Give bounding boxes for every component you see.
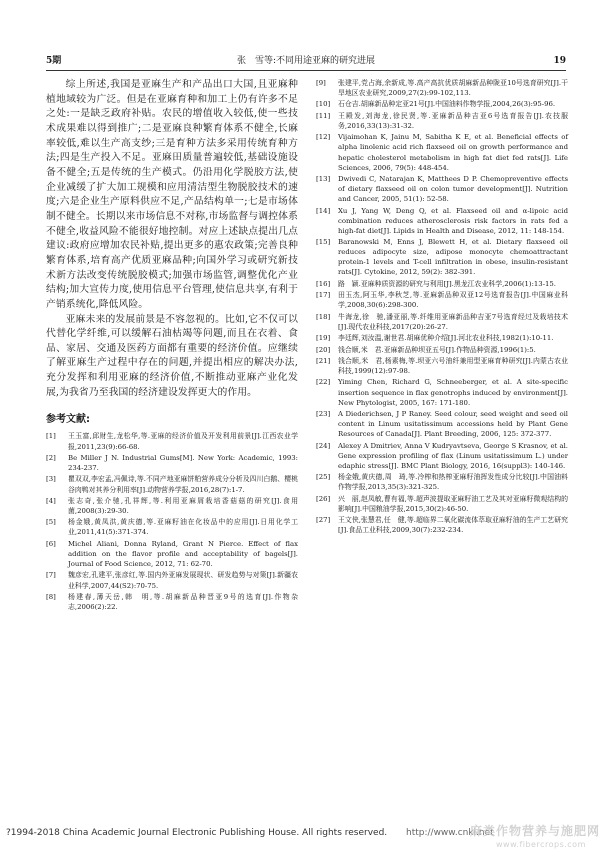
reference-item	[316, 441, 568, 471]
reference-text: Baranowski M, Enns J, Blewett H, et al. Dietary flaxseed oil reduces adipocyte size, adipose monocyte chemoattractant protein-1 levels and T-cell infiltration in obese, insulin-resistant rats[J]. Cytokine, 2012, 59(2): 382-391.	[338, 238, 568, 277]
reference-text: 杨金娥,黄凤洪,黄庆德,等.亚麻籽油在化妆品中的应用[J].日用化学工业,2011,41(5):371-374.	[68, 518, 298, 537]
left-column	[46, 78, 298, 613]
reference-text: Xu J, Yang W, Deng Q, et al. Flaxseed oil and α-lipoic acid combination reduces atherosclerosis risk factors in rats fed a high-fat diet[J]. Lipids in Health and Disease, 2012, 11: 148-154.	[338, 206, 568, 235]
reference-item	[316, 111, 568, 131]
reference-number: [18]	[316, 312, 331, 321]
running-header	[46, 54, 566, 68]
reference-item	[316, 132, 568, 172]
reference-text: Be Miller J N. Industrial Gums[M]. New York: Academic, 1993: 234-237.	[68, 453, 298, 473]
reference-item	[316, 494, 568, 514]
reference-number: [13]	[316, 175, 331, 184]
reference-text: 兴 丽,赵凤敏,曹有福,等.超声波提取亚麻籽油工艺及其对亚麻籽微观结构的影响[J].中国粮油学报,2015,30(2):46-50.	[338, 494, 568, 513]
reference-text: Alexey A Dmitriev, Anna V Kudryavtseva, George S Krasnov, et al. Gene expression profiling of flax (Linum usitatissimum L.) under edaphic stress[J]. BMC Plant Biology, 2016, 16(suppl3): 140-146.	[338, 441, 568, 470]
reference-item	[316, 333, 568, 343]
footer-url: http://www.cnki.net	[406, 828, 494, 838]
reference-number: [14]	[316, 206, 331, 215]
reference-text: A Diederichsen, J P Raney. Seed colour, seed weight and seed oil content in Linum usitatissimum accessions held by Plant Gene Resources of Canada[J]. Plant Breeding, 2006, 125: 372-377.	[338, 410, 568, 439]
running-title: 张 雪等:不同用途亚麻的研究进展	[236, 56, 376, 66]
reference-number: [10]	[316, 100, 331, 109]
watermark-title: 麻类作物营养与施肥网	[470, 824, 601, 838]
reference-item	[316, 356, 568, 376]
reference-text: 田玉杰,阿玉华,李秋芝,等.亚麻新品种双亚12号选育报告[J].中国麻业科学,2008,30(6):298-300.	[338, 291, 568, 310]
reference-number: [21]	[316, 357, 331, 365]
reference-number: [27]	[316, 516, 331, 525]
body-paragraph: 亚麻未来的发展前景是不容忽视的。比如,它不仅可以代替化学纤维,可以缓解石油枯竭等问题,而且在衣着、食品、家居、交通及医药方面都有重要的经济价值。应继续了解亚麻生产过程中存在的问题,并提出相应的解决办法,充分发挥和利用亚麻的经济价值,不断推动亚麻产业化发展,为我省乃至我国的经济建设发挥更大的作用。	[46, 313, 298, 398]
reference-text: 钱合顺,米 君.亚麻新品种坝亚五号[J].作物品种资源,1996(1):5.	[338, 345, 536, 354]
reference-item	[316, 312, 568, 332]
reference-item	[316, 237, 568, 277]
reference-item	[46, 570, 298, 590]
reference-number: [24]	[316, 441, 331, 450]
reference-number: [9]	[316, 79, 326, 87]
reference-number: [15]	[316, 238, 331, 247]
reference-item	[316, 78, 568, 98]
reference-text: 王玉富,邱财生,龙松华,等.亚麻的经济价值及开发利用前景[J].江西农业学报,2011,23(9):66-68.	[68, 432, 298, 451]
right-column	[316, 78, 568, 537]
reference-item	[316, 472, 568, 492]
reference-number: [23]	[316, 410, 331, 419]
reference-number: [20]	[316, 345, 331, 354]
reference-number: [17]	[316, 291, 331, 300]
reference-text: 魏彦宏,孔建平,张彦红,等.国内外亚麻发展现状、研发趋势与对策[J].新疆农业科学,2007,44(S2):70-75.	[68, 571, 298, 590]
reference-text: Vijaimohan K, Jainu M, Sabitha K E, et al. Beneficial effects of alpha linolenic acid rich flaxseed oil on growth performance and hepatic cholesterol metabolism in high fat diet fed rats[J]. Life Sciences, 2006, 79(5): 448-454.	[338, 133, 568, 172]
reference-text: 牛海龙,徐 驰,潘亚丽,等.纤维用亚麻新品种吉亚7号选育经过及栽培技术[J].现代农业科技,2017(20):26-27.	[338, 312, 568, 331]
reference-item	[316, 206, 568, 236]
reference-item	[46, 517, 298, 537]
reference-item	[316, 345, 568, 355]
reference-text: 路 颖.亚麻种质资源的研究与利用[J].黑龙江农业科学,2006(1):13-15.	[338, 279, 556, 288]
reference-item	[46, 592, 298, 612]
reference-text: 王殿发,刘海龙,徐民贤,等.亚麻新品种吉亚6号选育报告[J].农技服务,2016,33(13):31-32.	[338, 111, 568, 130]
watermark-url: www.fibercrops.com	[496, 840, 586, 849]
reference-text: 李廷辉,刘汝温,谢世君.胡麻优种介绍[J].河北农业科技,1982(1):10-11.	[338, 334, 554, 343]
reference-number: [12]	[316, 133, 331, 142]
reference-number: [19]	[316, 334, 331, 343]
reference-item	[46, 496, 298, 516]
reference-text: 杨金娥,黄庆德,周 琦,等.冷榨和热榨亚麻籽油挥发性成分比较[J].中国油料作物学报,2013,35(3):321-325.	[338, 473, 568, 492]
body-paragraph: 综上所述,我国是亚麻生产和产品出口大国,且亚麻种植地域较为广泛。但是在亚麻育种和加工上仍有许多不足之处:一是缺乏政府补贴。农民的增值收入较低,使一些技术成果难以得到推广;二是亚麻良种繁育体系不健全,长麻率较低,难以生产高支纱;三是育种方法多采用传统育种方法;四是生产投入不足。亚麻田质量普遍较低,基础设施设备不健全;五是传统的生产模式。仍沿用化学脱胶方法,使企业减缓了扩大加工规模和应用清洁型生物脱胶技术的速度;六是企业生产原料供应不足,产品结构单一;七是市场体制不健全。长期以来市场信息不对称,市场监督与调控体系不健全,收益风险不能很好地控制。对应上述缺点提出几点建议:政府应增加农民补贴,提出更多的惠农政策;完善良种繁育体系,培育高产优质亚麻品种;向国外学习或研究新技术新方法改变传统脱胶模式;加强市场监管,调整优化产业结构;加大宣传力度,使用信息平台管理,使信息共享,有利于产销系统化,降低风险。	[46, 79, 298, 310]
reference-item	[316, 99, 568, 109]
reference-item	[316, 515, 568, 535]
reference-number: [4]	[46, 496, 56, 505]
reference-item	[46, 539, 298, 569]
reference-item	[316, 279, 568, 289]
reference-number: [26]	[316, 494, 331, 503]
reference-number: [25]	[316, 473, 331, 482]
reference-number: [5]	[46, 518, 56, 527]
reference-item	[46, 431, 298, 451]
reference-item	[46, 474, 298, 494]
issue-label: 5期	[46, 56, 62, 66]
reference-list-right	[316, 78, 568, 535]
reference-text: 杨建春,薄天岳,韩 明,等.胡麻新品种晋亚9号的选育[J].作物杂志,2006(2):22.	[68, 592, 298, 612]
reference-text: Dwivedi C, Natarajan K, Matthees D P. Chemopreventive effects of dietary flaxseed oil on colon tumor development[J]. Nutrition and Cancer, 2005, 51(1): 52-58.	[338, 175, 568, 204]
reference-text: Yiming Chen, Richard G, Schneeberger, et al. A site-specific insertion sequence in flax genotrophs induced by environment[J]. New Phytologist, 2005, 167: 171-180.	[338, 378, 568, 407]
header-rule	[46, 70, 566, 71]
reference-text: 石仓吉.胡麻新品种定亚21号[J].中国油料作物学报,2004,26(3):95-96.	[338, 100, 556, 109]
site-watermark	[470, 820, 610, 854]
reference-number: [8]	[46, 592, 56, 601]
reference-number: [7]	[46, 571, 56, 580]
reference-item	[46, 453, 298, 473]
reference-number: [11]	[316, 111, 331, 120]
page-number: 19	[553, 56, 566, 66]
references-heading: 参考文献:	[46, 414, 90, 426]
reference-number: [2]	[46, 453, 56, 462]
reference-text: Michel Aliani, Donna Ryland, Grant N Pierce. Effect of flax addition on the flavor profile and acceptability of bagels[J]. Journal of Food Science, 2012, 71: 62-70.	[68, 539, 298, 569]
copyright-notice: ?1994-2018 China Academic Journal Electronic Publishing House. All rights reserved.	[6, 828, 388, 838]
reference-number: [16]	[316, 279, 331, 288]
reference-number: [1]	[46, 432, 56, 441]
reference-item	[316, 377, 568, 407]
reference-text: 瞿双双,李宏孟,冯佩诗,等.不同产地亚麻饼粕营养成分分析及四川白鹅、樱桃谷肉鸭对其养分利用率[J].动物营养学报,2016,28(7):1-7.	[68, 475, 298, 494]
reference-list-left	[46, 431, 298, 612]
reference-number: [22]	[316, 378, 331, 387]
reference-item	[316, 174, 568, 204]
reference-item	[316, 409, 568, 439]
reference-number: [3]	[46, 475, 56, 484]
reference-item	[316, 290, 568, 310]
reference-text: 张建平,党占海,余新成,等.高产高抗优质胡麻新品种陇亚10号选育研究[J].干旱地区农业研究,2009,27(2):99-102,113.	[338, 79, 568, 98]
reference-text: 王文侠,张慧君,任 健,等.超临界二氧化碳流体萃取亚麻籽油的生产工艺研究[J].食品工业科技,2009,30(7):232-234.	[338, 516, 568, 535]
reference-number: [6]	[46, 539, 56, 548]
reference-text: 张志奇,张介驰,孔祥辉,等.利用亚麻屑栽培香菇菇的研究[J].食用菌,2008(3):29-30.	[68, 496, 298, 515]
reference-text: 钱合顺,米 君,杨素梅,等.坝亚六号油纤兼用型亚麻育种研究[J].内蒙古农业科技,1999(12):97-98.	[338, 357, 568, 376]
